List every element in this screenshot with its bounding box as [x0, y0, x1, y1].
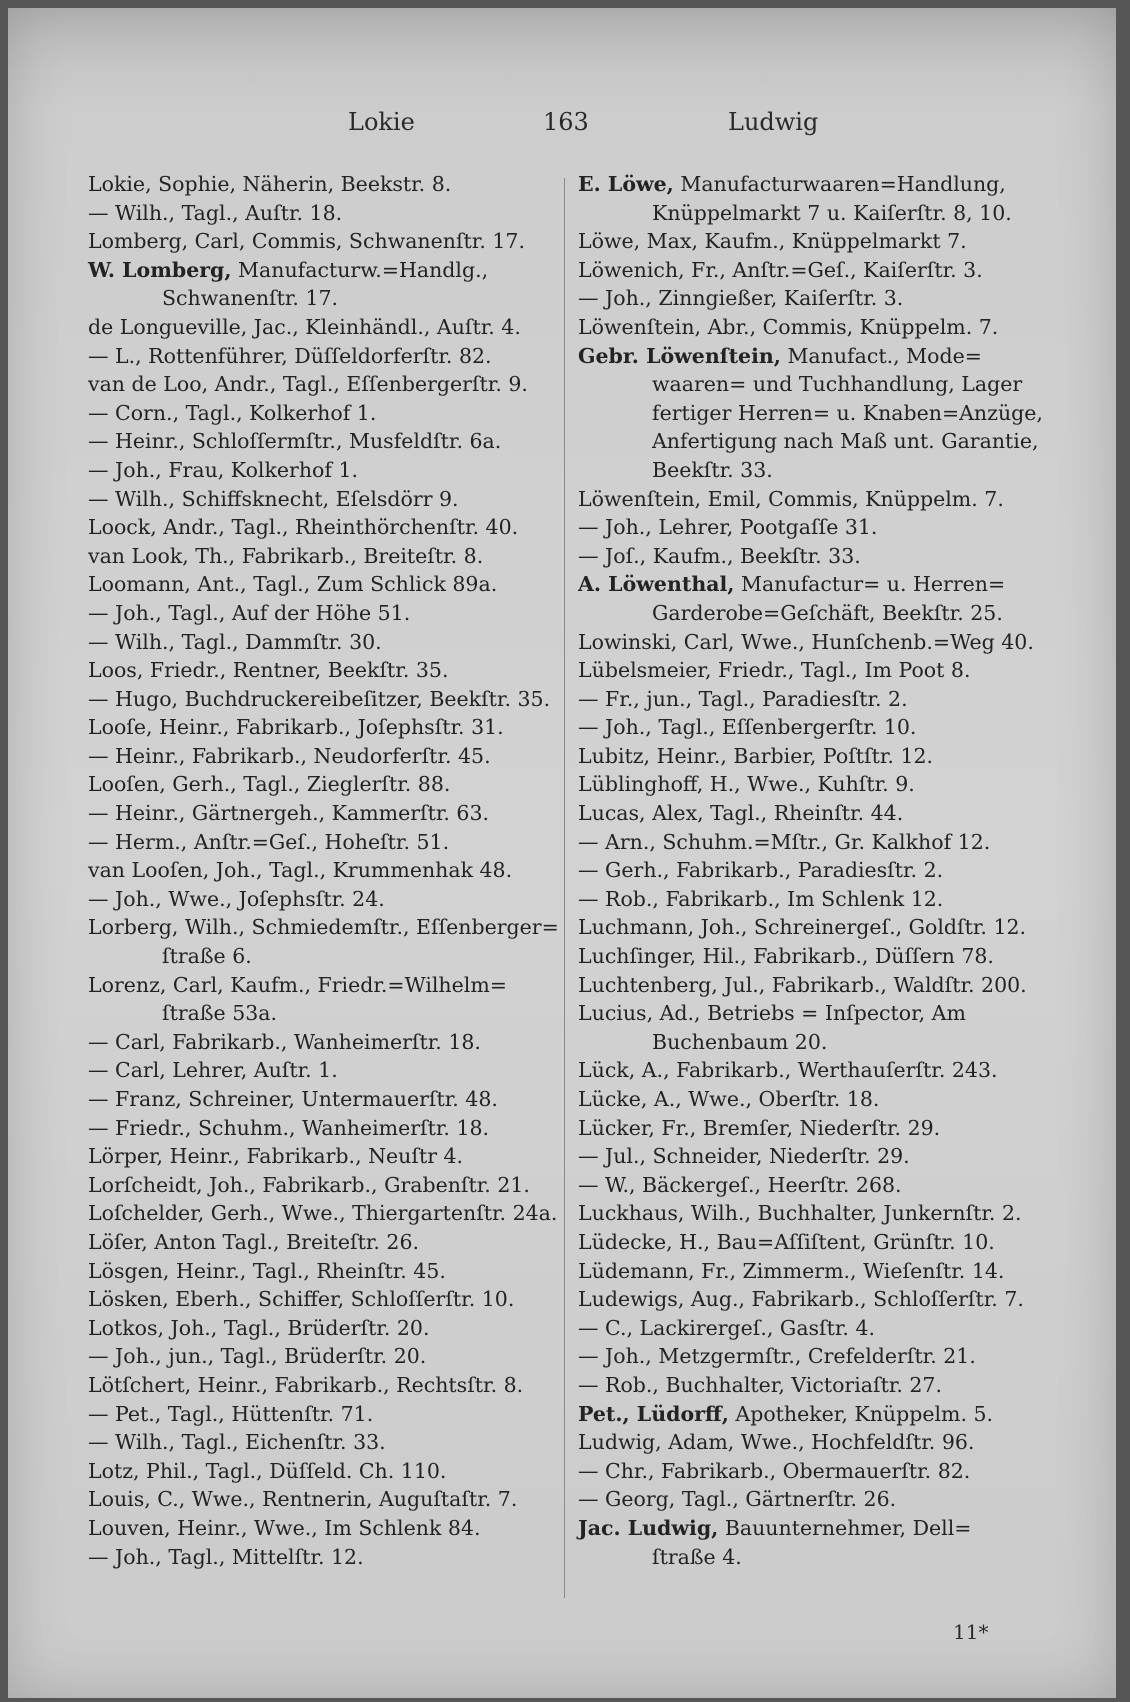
entry-text: Lück, A., Fabrikarb., Werthauſerſtr. 243. — [578, 1058, 998, 1083]
directory-entry — [88, 1028, 558, 1057]
directory-entry — [88, 599, 558, 628]
directory-entry — [88, 942, 558, 971]
running-head-right: Ludwig — [728, 108, 819, 136]
directory-entry — [578, 284, 1048, 313]
entry-text: — C., Lackirergeſ., Gasſtr. 4. — [578, 1315, 876, 1340]
entry-text: van de Loo, Andr., Tagl., Eſſenbergerſtr. 9. — [88, 372, 528, 397]
entry-text: Manufacturwaaren=Handlung, — [673, 172, 1006, 196]
directory-entry — [88, 542, 558, 571]
directory-entry — [578, 1142, 1048, 1171]
entry-text: Looſen, Gerh., Tagl., Zieglerſtr. 88. — [88, 772, 451, 797]
directory-entry — [578, 199, 1048, 228]
entry-text: Luchtenberg, Jul., Fabrikarb., Waldſtr. 200. — [578, 972, 1027, 997]
entry-text: Louis, C., Wwe., Rentnerin, Auguſtaſtr. 7. — [88, 1487, 518, 1512]
directory-entry — [88, 913, 558, 942]
entry-text: — Wilh., Tagl., Auſtr. 18. — [88, 200, 343, 225]
entry-text: Lörper, Heinr., Fabrikarb., Neuſtr 4. — [88, 1144, 464, 1169]
directory-entry — [88, 1514, 558, 1543]
entry-text: — Carl, Lehrer, Auſtr. 1. — [88, 1058, 338, 1083]
directory-entry — [88, 799, 558, 828]
directory-entry — [88, 313, 558, 342]
entry-text: Luchſinger, Hil., Fabrikarb., Düſſern 78. — [578, 944, 994, 969]
entry-text: Lüdecke, H., Bau=Aſſiſtent, Grünſtr. 10. — [578, 1229, 995, 1254]
entry-text: Ludewigs, Aug., Fabrikarb., Schloſſerſtr. 7. — [578, 1287, 1024, 1312]
directory-entry — [88, 170, 558, 199]
directory-entry — [578, 685, 1048, 714]
entry-text: Lorenz, Carl, Kaufm., Friedr.=Wilhelm= — [88, 972, 507, 997]
directory-entry — [578, 1514, 1048, 1543]
entry-text: — Carl, Fabrikarb., Wanheimerſtr. 18. — [88, 1029, 481, 1054]
entry-text: Loos, Friedr., Rentner, Beekſtr. 35. — [88, 658, 449, 683]
directory-entry — [578, 942, 1048, 971]
directory-entry — [88, 1056, 558, 1085]
entry-text: Lotz, Phil., Tagl., Düſſeld. Ch. 110. — [88, 1458, 447, 1483]
entry-text: Manufact., Mode= — [780, 343, 982, 368]
directory-entry — [88, 1142, 558, 1171]
entry-text: — Joh., Tagl., Auf der Höhe 51. — [88, 600, 411, 625]
entry-text: — W., Bäckergeſ., Heerſtr. 268. — [578, 1172, 902, 1197]
entry-text: waaren= und Tuchhandlung, Lager — [652, 372, 1023, 397]
directory-entry — [578, 1285, 1048, 1314]
entry-text: — Corn., Tagl., Kolkerhof 1. — [88, 400, 377, 425]
directory-entry — [88, 1199, 558, 1228]
right-column — [578, 170, 1048, 1571]
entry-text: — Joh., Tagl., Mittelſtr. 12. — [88, 1544, 364, 1569]
directory-entry — [88, 399, 558, 428]
entry-text: — Franz, Schreiner, Untermauerſtr. 48. — [88, 1087, 498, 1111]
entry-text: Löwenich, Fr., Anſtr.=Geſ., Kaiſerſtr. 3. — [578, 257, 983, 282]
directory-entry — [88, 427, 558, 456]
directory-entry — [578, 1371, 1048, 1400]
entry-text: Buchenbaum 20. — [652, 1029, 828, 1054]
directory-entry — [88, 1428, 558, 1457]
directory-entry — [88, 742, 558, 771]
directory-entry — [88, 1114, 558, 1143]
firm-name: Jac. Ludwig, — [578, 1515, 719, 1540]
directory-entry — [578, 1114, 1048, 1143]
entry-text: Lucas, Alex, Tagl., Rheinſtr. 44. — [578, 801, 904, 826]
entry-text: Manufactur= u. Herren= — [734, 572, 1006, 597]
entry-text: — Joh., Lehrer, Pootgaſſe 31. — [578, 515, 878, 540]
directory-entry — [88, 1085, 558, 1114]
entry-text: — Herm., Anſtr.=Geſ., Hoheſtr. 51. — [88, 829, 450, 854]
entry-text: Lüblinghoff, H., Wwe., Kuhſtr. 9. — [578, 772, 915, 797]
entry-text: Lötſchert, Heinr., Fabrikarb., Rechtsſtr. 8. — [88, 1372, 524, 1397]
entry-text: Bauunternehmer, Dell= — [718, 1515, 972, 1540]
entry-text: Lüdemann, Fr., Zimmerm., Wieſenſtr. 14. — [578, 1258, 1005, 1283]
directory-entry — [88, 685, 558, 714]
directory-entry — [578, 1543, 1048, 1572]
entry-text: Knüppelmarkt 7 u. Kaiſerſtr. 8, 10. — [652, 200, 1012, 225]
directory-entry — [578, 399, 1048, 428]
directory-entry — [578, 542, 1048, 571]
directory-entry — [578, 1342, 1048, 1371]
directory-entry — [88, 1285, 558, 1314]
directory-entry — [578, 427, 1048, 456]
entry-text: Lösken, Eberh., Schiffer, Schloſſerſtr. 10. — [88, 1287, 515, 1312]
entry-text: Looſe, Heinr., Fabrikarb., Joſephsſtr. 31. — [88, 715, 504, 740]
directory-entry — [578, 742, 1048, 771]
entry-text: Löſer, Anton Tagl., Breiteſtr. 26. — [88, 1229, 420, 1254]
entry-text: Löwenſtein, Emil, Commis, Knüppelm. 7. — [578, 486, 1004, 511]
entry-text: — Jul., Schneider, Niederſtr. 29. — [578, 1144, 910, 1169]
directory-entry — [88, 1457, 558, 1486]
entry-text: Loomann, Ant., Tagl., Zum Schlick 89a. — [88, 572, 498, 597]
entry-text: Louven, Heinr., Wwe., Im Schlenk 84. — [88, 1515, 481, 1540]
directory-entry — [88, 971, 558, 1000]
entry-text: — Joh., Wwe., Joſephsſtr. 24. — [88, 886, 385, 911]
directory-entry — [578, 256, 1048, 285]
directory-entry — [88, 1314, 558, 1343]
entry-text: ſtraße 53a. — [162, 1001, 278, 1026]
directory-page — [8, 8, 1116, 1698]
directory-entry — [88, 1543, 558, 1572]
entry-text: — Heinr., Gärtnergeh., Kammerſtr. 63. — [88, 801, 490, 826]
directory-entry — [578, 1028, 1048, 1057]
directory-entry — [88, 1171, 558, 1200]
directory-entry — [578, 485, 1048, 514]
column-divider — [564, 178, 565, 1598]
entry-text: — Joh., Metzgermſtr., Crefelderſtr. 21. — [578, 1344, 976, 1369]
directory-entry — [88, 513, 558, 542]
directory-entry — [578, 456, 1048, 485]
entry-text: Löwe, Max, Kaufm., Knüppelmarkt 7. — [578, 229, 967, 254]
firm-name: Pet., Lüdorff, — [578, 1401, 729, 1426]
left-column — [88, 170, 558, 1571]
directory-entry — [578, 1428, 1048, 1457]
signature-mark: 11* — [953, 1620, 989, 1644]
entry-text: Löwenſtein, Abr., Commis, Knüppelm. 7. — [578, 314, 999, 339]
directory-entry — [578, 570, 1048, 599]
running-head-left: Lokie — [348, 108, 415, 136]
directory-entry — [578, 770, 1048, 799]
directory-entry — [578, 628, 1048, 657]
entry-text: — Wilh., Tagl., Dammſtr. 30. — [88, 629, 382, 654]
directory-entry — [88, 999, 558, 1028]
directory-entry — [88, 628, 558, 657]
directory-entry — [88, 856, 558, 885]
entry-text: — Wilh., Tagl., Eichenſtr. 33. — [88, 1430, 386, 1455]
entry-text: Lücke, A., Wwe., Oberſtr. 18. — [578, 1087, 880, 1111]
directory-entry — [88, 770, 558, 799]
entry-text: Lorſcheidt, Joh., Fabrikarb., Grabenſtr. 21. — [88, 1172, 530, 1197]
firm-name: W. Lomberg, — [88, 257, 232, 282]
entry-text: — Joſ., Kaufm., Beekſtr. 33. — [578, 543, 861, 568]
directory-entry — [578, 713, 1048, 742]
directory-entry — [578, 1400, 1048, 1429]
entry-text: Lowinski, Carl, Wwe., Hunſchenb.=Weg 40. — [578, 629, 1034, 654]
entry-text: — Wilh., Schiffsknecht, Eſelsdörr 9. — [88, 486, 459, 511]
entry-text: Apotheker, Knüppelm. 5. — [728, 1401, 994, 1426]
entry-text: Lucius, Ad., Betriebs = Inſpector, Am — [578, 1001, 966, 1026]
entry-text: Loſchelder, Gerh., Wwe., Thiergartenſtr. 24a. — [88, 1201, 558, 1226]
entry-text: — Georg, Tagl., Gärtnerſtr. 26. — [578, 1487, 897, 1512]
entry-text: Luckhaus, Wilh., Buchhalter, Junkernſtr. 2. — [578, 1201, 1022, 1226]
entry-text: Lomberg, Carl, Commis, Schwanenſtr. 17. — [88, 229, 525, 254]
directory-entry — [578, 1457, 1048, 1486]
directory-entry — [578, 885, 1048, 914]
entry-text: ſtraße 4. — [652, 1544, 742, 1569]
directory-entry — [88, 199, 558, 228]
directory-entry — [578, 999, 1048, 1028]
entry-text: — Gerh., Fabrikarb., Paradiesſtr. 2. — [578, 858, 944, 883]
directory-entry — [578, 513, 1048, 542]
entry-text: de Longueville, Jac., Kleinhändl., Auſtr. 4. — [88, 314, 521, 339]
directory-entry — [88, 227, 558, 256]
entry-text: — Rob., Fabrikarb., Im Schlenk 12. — [578, 886, 944, 911]
entry-text: Luchmann, Joh., Schreinergeſ., Goldſtr. 12. — [578, 915, 1027, 940]
entry-text: — Joh., Frau, Kolkerhof 1. — [88, 457, 359, 482]
directory-entry — [88, 1400, 558, 1429]
directory-entry — [578, 1085, 1048, 1114]
entry-text: — Friedr., Schuhm., Wanheimerſtr. 18. — [88, 1115, 490, 1140]
directory-entry — [88, 1371, 558, 1400]
entry-text: Loock, Andr., Tagl., Rheinthörchenſtr. 40. — [88, 515, 519, 540]
entry-text: — Hugo, Buchdruckereibeſitzer, Beekſtr. 35. — [88, 686, 551, 711]
entry-text: — Joh., jun., Tagl., Brüderſtr. 20. — [88, 1344, 427, 1369]
directory-entry — [88, 656, 558, 685]
directory-entry — [88, 485, 558, 514]
entry-text: Lücker, Fr., Bremſer, Niederſtr. 29. — [578, 1115, 941, 1140]
entry-text: Garderobe=Geſchäft, Beekſtr. 25. — [652, 600, 1003, 625]
directory-entry — [578, 1228, 1048, 1257]
entry-text: Schwanenſtr. 17. — [162, 286, 339, 311]
directory-entry — [578, 1314, 1048, 1343]
entry-text: Lubitz, Heinr., Barbier, Poſtſtr. 12. — [578, 743, 934, 768]
directory-entry — [88, 342, 558, 371]
entry-text: — Heinr., Schloſſermſtr., Musfeldſtr. 6a. — [88, 429, 502, 454]
entry-text: fertiger Herren= u. Knaben=Anzüge, — [652, 400, 1043, 425]
directory-entry — [88, 713, 558, 742]
directory-entry — [578, 656, 1048, 685]
page-number: 163 — [543, 108, 589, 136]
entry-text: — Chr., Fabrikarb., Obermauerſtr. 82. — [578, 1458, 971, 1483]
directory-entry — [88, 1342, 558, 1371]
entry-text: Lübelsmeier, Friedr., Tagl., Im Poot 8. — [578, 658, 971, 683]
entry-text: Lokie, Sophie, Näherin, Beekstr. 8. — [88, 172, 452, 196]
directory-entry — [578, 913, 1048, 942]
directory-entry — [578, 1257, 1048, 1286]
directory-entry — [88, 570, 558, 599]
directory-entry — [88, 284, 558, 313]
entry-text: — Arn., Schuhm.=Mſtr., Gr. Kalkhof 12. — [578, 829, 991, 854]
directory-entry — [88, 828, 558, 857]
directory-entry — [578, 1485, 1048, 1514]
directory-entry — [88, 1485, 558, 1514]
entry-text: — Joh., Zinngießer, Kaiſerſtr. 3. — [578, 286, 904, 311]
directory-entry — [578, 313, 1048, 342]
firm-name: Gebr. Löwenſtein, — [578, 343, 781, 368]
directory-entry — [88, 370, 558, 399]
entry-text: van Looſen, Joh., Tagl., Krummenhak 48. — [88, 858, 513, 883]
directory-entry — [88, 456, 558, 485]
entry-text: — Heinr., Fabrikarb., Neudorferſtr. 45. — [88, 743, 491, 768]
entry-text: Lotkos, Joh., Tagl., Brüderſtr. 20. — [88, 1315, 430, 1340]
entry-text: Anfertigung nach Maß unt. Garantie, — [652, 429, 1039, 454]
directory-entry — [578, 1056, 1048, 1085]
entry-text: — L., Rottenführer, Düſſeldorferſtr. 82. — [88, 343, 492, 368]
directory-entry — [88, 1228, 558, 1257]
entry-text: van Look, Th., Fabrikarb., Breiteſtr. 8. — [88, 543, 484, 568]
directory-entry — [578, 599, 1048, 628]
directory-entry — [578, 170, 1048, 199]
entry-text: Ludwig, Adam, Wwe., Hochfeldſtr. 96. — [578, 1430, 975, 1455]
directory-entry — [578, 799, 1048, 828]
directory-entry — [578, 370, 1048, 399]
directory-entry — [88, 885, 558, 914]
firm-name: E. Löwe, — [578, 172, 674, 196]
directory-entry — [578, 227, 1048, 256]
entry-text: — Pet., Tagl., Hüttenſtr. 71. — [88, 1401, 374, 1426]
entry-text: ſtraße 6. — [162, 944, 252, 969]
directory-entry — [88, 256, 558, 285]
directory-entry — [578, 342, 1048, 371]
directory-entry — [578, 1199, 1048, 1228]
directory-entry — [88, 1257, 558, 1286]
entry-text: — Joh., Tagl., Eſſenbergerſtr. 10. — [578, 715, 917, 740]
directory-entry — [578, 856, 1048, 885]
firm-name: A. Löwenthal, — [578, 572, 735, 597]
entry-text: Beekſtr. 33. — [652, 457, 773, 482]
entry-text: — Rob., Buchhalter, Victoriaſtr. 27. — [578, 1372, 942, 1397]
entry-text: — Fr., jun., Tagl., Paradiesſtr. 2. — [578, 686, 908, 711]
directory-entry — [578, 1171, 1048, 1200]
entry-text: Lorberg, Wilh., Schmiedemſtr., Eſſenberger= — [88, 915, 559, 940]
directory-entry — [578, 971, 1048, 1000]
entry-text: Lösgen, Heinr., Tagl., Rheinſtr. 45. — [88, 1258, 446, 1283]
entry-text: Manufacturw.=Handlg., — [231, 257, 489, 282]
directory-entry — [578, 828, 1048, 857]
